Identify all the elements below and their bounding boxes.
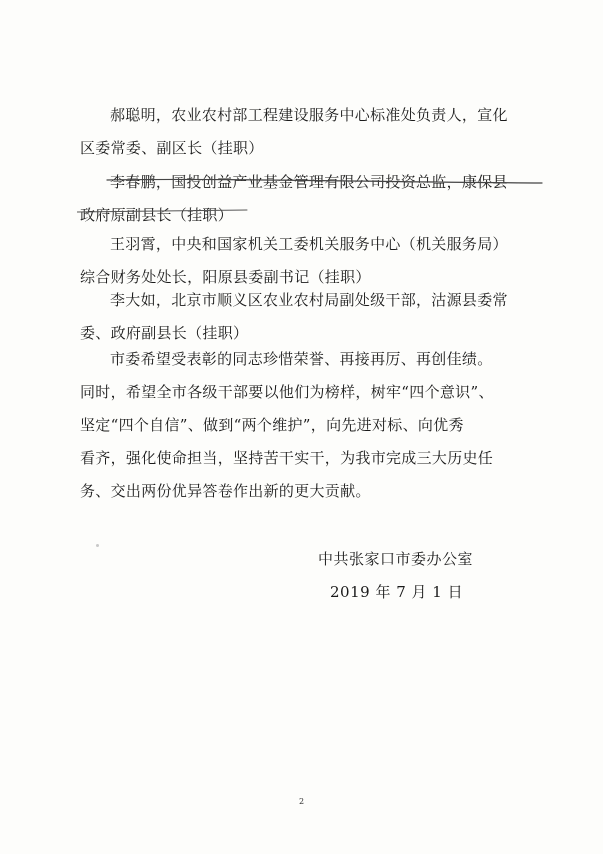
paragraph-closing	[80, 343, 540, 508]
scan-speck	[96, 544, 99, 547]
paragraph-line: 区委常委、副区长（挂职）	[80, 139, 264, 157]
paragraph-line: 政府原副县长（挂职）	[80, 206, 234, 224]
issue-date: 2019 年 7 月 1 日	[330, 583, 464, 601]
page-number: 2	[298, 797, 305, 806]
issuing-office: 中共张家口市委办公室	[318, 550, 474, 568]
paragraph-line: 委、政府副县长（挂职）	[80, 324, 249, 342]
paragraph-line: 坚定“四个自信”、做到“两个维护”，向先进对标、向优秀	[80, 416, 464, 434]
paragraph-line: 王羽霄，中央和国家机关工委机关服务中心（机关服务局）	[110, 235, 508, 253]
paragraph-li-daru	[80, 284, 540, 350]
paragraph-line: 市委希望受表彰的同志珍惜荣誉、再接再厉、再创佳绩。	[110, 350, 493, 368]
paragraph-line: 务、交出两份优异答卷作出新的更大贡献。	[80, 482, 371, 500]
paragraph-line: 同时，希望全市各级干部要以他们为榜样，树牢“四个意识”、	[80, 383, 494, 401]
paragraph-line: 李大如，北京市顺义区农业农村局副处级干部，沽源县委常	[110, 291, 508, 309]
paragraph-line: 看齐，强化使命担当，坚持苦干实干，为我市完成三大历史任	[80, 449, 494, 467]
paragraph-line: 郝聪明，农业农村部工程建设服务中心标准处负责人，宣化	[110, 106, 508, 124]
paragraph-li-chunpeng	[80, 166, 540, 232]
paragraph-zheng-congming	[80, 99, 540, 165]
signature-block	[318, 543, 473, 609]
paragraph-line: 李春鹏，国投创益产业基金管理有限公司投资总监，康保县	[110, 173, 508, 191]
paragraph-line: 综合财务处处长，阳原县委副书记（挂职）	[80, 268, 371, 286]
